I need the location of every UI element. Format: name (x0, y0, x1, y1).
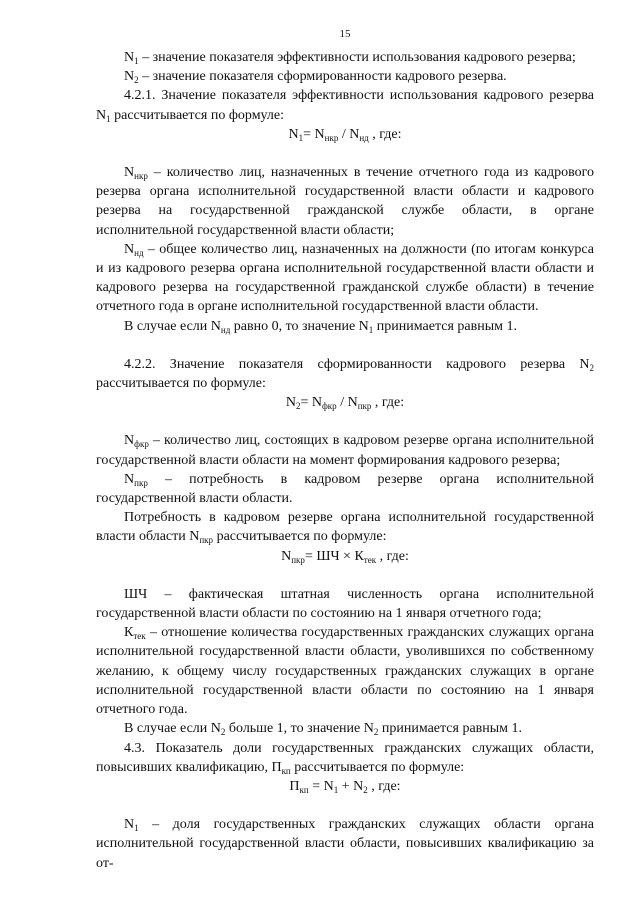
case-text: В случае если N (124, 721, 221, 737)
var-n: N (124, 433, 135, 449)
subscript: тек (133, 631, 146, 642)
var-n: N (96, 107, 107, 123)
subscript: нкр (324, 132, 339, 143)
def-ktek (96, 623, 594, 719)
def-nkr-text: – количество лиц, назначенных в течение отчетного года из кадрового резерва органа исполнительной государственной власти области и кадрового резерва на государственной гражданской службе области, в органе исполнительной государственной власти области; (96, 165, 595, 238)
subscript: 2 (295, 401, 301, 412)
subscript: нд (220, 324, 231, 335)
section-4-3-tail: рассчитывается по формуле: (294, 759, 465, 775)
var-n: N (124, 817, 135, 833)
subscript: фкр (321, 401, 337, 412)
spacer (96, 412, 594, 431)
formula-n1 (96, 125, 594, 144)
subscript: 1 (333, 784, 339, 795)
need-tail: рассчитывается по формуле: (216, 529, 387, 545)
def-ktek-text: – отношение количества государственных гражданских служащих органа исполнительной государственной власти области, уволившихся по собственному желанию, к общему числу государственных гражданских служащих в органе исполнительной государственной власти области по состоянию на 1 января отчетного года. (96, 625, 594, 718)
formula-pkp (96, 777, 594, 796)
def-n1-text: – значение показателя эффективности использования кадрового резерва; (142, 50, 576, 65)
formula-npkr (96, 547, 594, 566)
spacer (96, 566, 594, 585)
section-4-2-2-tail: рассчитывается по формуле: (96, 376, 266, 392)
def-n1-share (96, 815, 594, 873)
spacer (96, 144, 594, 163)
subscript: нкр (134, 171, 148, 182)
spacer (96, 796, 594, 815)
subscript: 2 (589, 362, 594, 373)
formula-part: = ШЧ × К (304, 548, 364, 564)
formula-part: , где: (371, 395, 405, 411)
subscript: фкр (134, 439, 149, 450)
var-n: N (281, 548, 292, 564)
var-k: К (124, 625, 134, 641)
var-n: N (124, 165, 135, 181)
formula-part: = N (308, 778, 334, 794)
subscript: 1 (134, 56, 139, 66)
var-n: N (288, 126, 299, 142)
subscript: кп (281, 765, 291, 776)
subscript: 2 (220, 727, 226, 738)
subscript: пкр (291, 554, 305, 565)
section-4-2-2-text: 4.2.2. Значение показателя сформированности кадрового резерва N (124, 356, 590, 372)
document-page (96, 28, 594, 873)
var-n: N (124, 241, 135, 257)
var-n: N (124, 50, 135, 65)
subscript: 2 (373, 727, 379, 738)
case-n1 (96, 317, 594, 336)
case-text: больше 1, то значение N (228, 721, 374, 737)
page-number: 15 (339, 28, 351, 40)
need-text: Потребность в кадровом резерве органа исполнительной государственной власти области N (96, 510, 594, 545)
subscript: 2 (134, 75, 139, 86)
spacer (96, 336, 594, 355)
subscript: пкр (134, 477, 148, 488)
var-p: П (289, 778, 300, 794)
case-text: принимается равным 1. (381, 721, 523, 737)
subscript: пкр (199, 535, 214, 546)
def-nd-text: – общее количество лиц, назначенных на должности (по итогам конкурса и из кадрового резерва органа исполнительной государственной власти области и кадрового резерва на государственной гражданской службе области) в течение отчетного года в органе исполнительной государственной власти области. (96, 241, 594, 315)
def-npkr (96, 470, 594, 508)
var-n: N (285, 395, 296, 411)
var-n: N (124, 69, 135, 85)
subscript: нд (134, 247, 144, 258)
subscript: 1 (298, 132, 304, 143)
subscript: 1 (134, 823, 139, 834)
def-n1-share-text: – доля государственных гражданских служащих области органа исполнительной государственной власти области, повысивших квалификацию за от- (96, 817, 594, 871)
section-4-2-1-tail: рассчитывается по формуле: (114, 107, 285, 123)
def-npkr-text: – потребность в кадровом резерве органа исполнительной государственной власти области. (96, 471, 595, 507)
formula-part: + N (338, 778, 364, 794)
formula-n2 (96, 393, 594, 412)
formula-part: , где: (368, 126, 402, 142)
subscript: 1 (368, 324, 374, 335)
subscript: 2 (363, 784, 368, 795)
formula-part: , где: (367, 778, 401, 794)
case-text: равно 0, то значение N (233, 318, 369, 334)
need-paragraph (96, 508, 594, 546)
section-4-3 (96, 739, 594, 777)
formula-part: = N (300, 395, 322, 411)
def-n1 (96, 48, 594, 67)
def-n2 (96, 67, 594, 86)
def-nd (96, 240, 594, 317)
subscript: нд (359, 132, 369, 143)
subscript: тек (363, 554, 377, 565)
formula-part: / N (338, 126, 360, 142)
case-n2 (96, 719, 594, 738)
case-text: принимается равным 1. (376, 318, 517, 334)
section-4-2-1 (96, 86, 594, 124)
def-nkr (96, 163, 594, 240)
section-4-3-text: 4.3. Показатель доли государственных гражданских служащих области, повысивших квалификацию, П (96, 740, 594, 775)
var-n: N (124, 471, 135, 487)
def-n2-text: – значение показателя сформированности кадрового резерва. (142, 69, 507, 85)
subscript: кп (299, 784, 309, 795)
formula-part: / N (336, 395, 358, 411)
def-shch: ШЧ – фактическая штатная численность органа исполнительной государственной власти области по состоянию на 1 января отчетного года; (96, 586, 594, 622)
case-text: В случае если N (124, 318, 221, 334)
subscript: 1 (106, 113, 111, 124)
def-nfkr (96, 431, 594, 469)
formula-part: = N (303, 126, 325, 142)
section-4-2-2 (96, 355, 594, 393)
def-nfkr-text: – количество лиц, состоящих в кадровом резерве органа исполнительной государственной власти области на момент формирования кадрового резерва; (96, 433, 594, 468)
formula-part: , где: (376, 548, 409, 564)
subscript: пкр (357, 401, 372, 412)
section-4-2-1-text: 4.2.1. Значение показателя эффективности использования кадрового резерва (124, 88, 594, 104)
